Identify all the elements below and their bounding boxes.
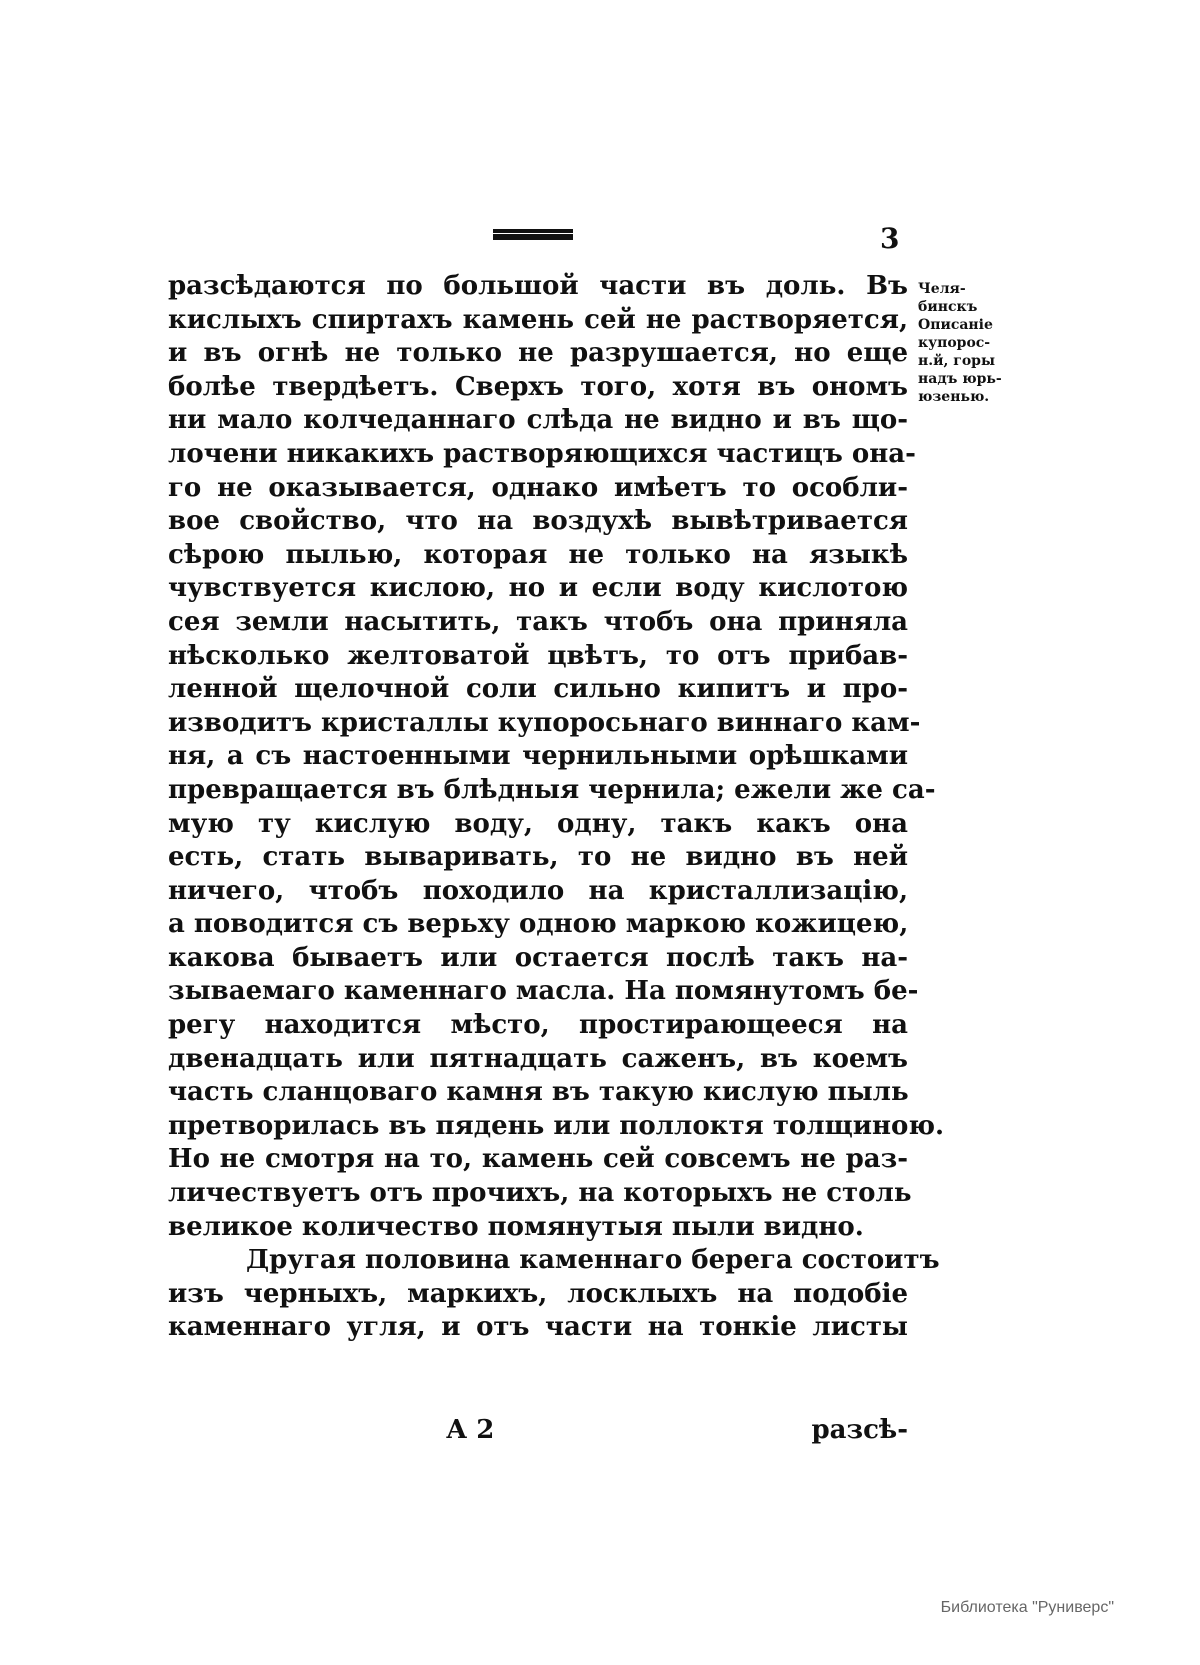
text-line: го не оказывается, однако имѣетъ то особли- [168,472,908,503]
text-line: изводитъ кристаллы купоросьнаго виннаго кам- [168,707,921,738]
text-line: какова бываетъ или остается послѣ такъ на- [168,942,908,973]
text-line: двенадцать или пятнадцать саженъ, въ коемъ [168,1043,908,1074]
header-rule [493,229,573,240]
text-line: кислыхъ спиртахъ камень сей не растворяется, [168,304,908,335]
text-line: великое количество помянутыя пыли видно. [168,1211,864,1242]
margin-note-line: юзенью. [918,389,990,405]
text-line: есть, стать вываривать, то не видно въ ней [168,842,908,873]
text-line: чувствуется кислою, но и если воду кислотою [168,573,908,604]
text-line: Другая половина каменнаго берега состоитъ [246,1245,940,1276]
text-line: ня, а съ настоенными чернильными орѣшками [168,741,908,772]
text-line: мую ту кислую воду, одну, такъ какъ она [168,808,908,839]
library-watermark: Библиотека "Руниверс" [940,1599,1114,1616]
text-line: часть сланцоваго камня въ такую кислую пыль [168,1077,909,1108]
text-line: личествуетъ отъ прочихъ, на которыхъ не столь [168,1178,912,1209]
text-line: регу находится мѣсто, простирающееся на [168,1010,908,1041]
margin-note [918,280,1018,406]
text-line: вое свойство, что на воздухѣ вывѣтривается [168,506,908,537]
text-line: изъ черныхъ, маркихъ, лосклыхъ на подобiе [168,1278,908,1309]
text-line: ни мало колчеданнаго слѣда не видно и въ що- [168,405,908,436]
text-line: и въ огнѣ не только не разрушается, но еще [168,338,908,369]
margin-note-line: Челя- [918,281,966,297]
text-line: Но не смотря на то, камень сей совсемъ не раз- [168,1144,908,1175]
text-line: претворилась въ пядень или поллоктя толщиною. [168,1110,945,1141]
text-line: каменнаго угля, и отъ части на тонкiе листы [168,1312,908,1343]
page-number: 3 [880,222,900,255]
text-line: болѣе твердѣетъ. Сверхъ того, хотя въ ономъ [168,371,908,402]
text-line: а поводится съ верьху одною маркою кожицею, [168,909,909,940]
margin-note-line: надъ юрь- [918,371,1002,387]
text-line: зываемаго каменнаго масла. На помянутомъ бе- [168,976,919,1007]
margin-note-line: Описанiе [918,317,993,333]
text-line: превращается въ блѣдныя чернила; ежели же са- [168,774,936,805]
margin-note-line: н.й, горы [918,353,995,369]
text-line: сѣрою пылью, которая не только на языкѣ [168,539,908,570]
text-line: ленной щелочной соли сильно кипитъ и про- [168,674,908,705]
signature-mark: А 2 [446,1415,495,1445]
margin-note-line: бинскъ [918,299,978,315]
margin-note-line: купорос- [918,335,991,351]
catchword: разсѣ- [811,1415,908,1445]
text-line: лочени никакихъ растворяющихся частицъ она- [168,438,916,469]
text-line: ничего, чтобъ походило на кристаллизацiю, [168,875,908,906]
text-line: сея земли насытить, такъ чтобъ она приняла [168,606,908,637]
text-line: нѣсколько желтоватой цвѣтъ, то отъ прибав- [168,640,908,671]
page-footer [168,1415,908,1449]
text-line: разсѣдаются по большой части въ доль. Въ [168,271,908,301]
